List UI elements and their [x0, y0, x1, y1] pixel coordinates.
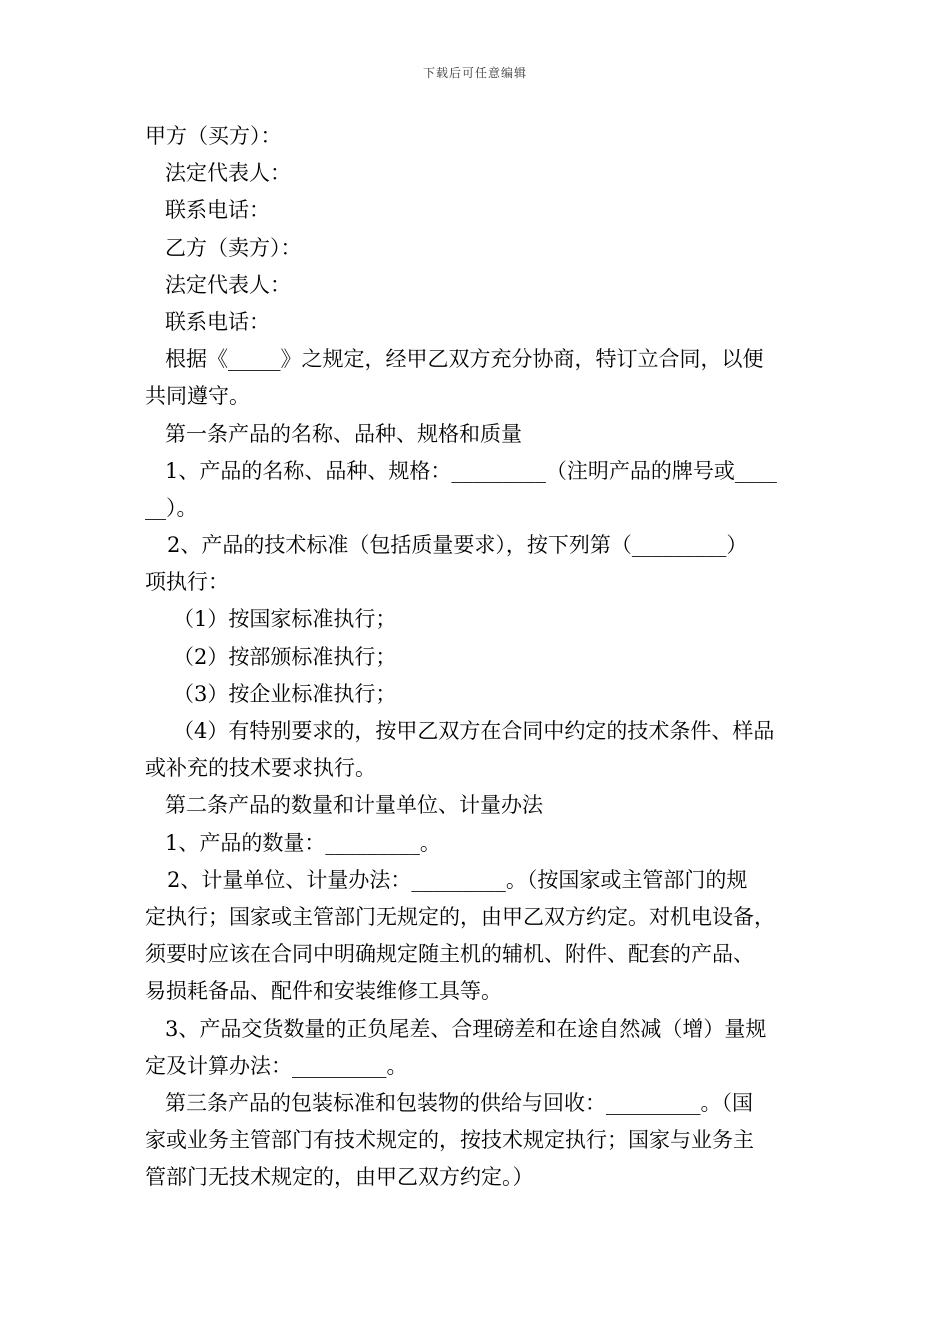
article-1-item-1-line-2: __）。	[145, 495, 198, 520]
article-1-item-2-line-1: 2、产品的技术标准（包括质量要求），按下列第（_________）	[167, 533, 748, 558]
article-1-heading: 第一条产品的名称、品种、规格和质量	[165, 421, 522, 446]
preamble-line-1: 根据《_____》之规定，经甲乙双方充分协商，特订立合同，以便	[165, 347, 764, 372]
standard-option-4-line-2: 或补充的技术要求执行。	[145, 756, 376, 781]
contract-body	[145, 118, 815, 1196]
standard-option-2: （2）按部颁标准执行；	[173, 644, 397, 669]
party-a-phone-line: 联系电话：	[165, 198, 270, 223]
party-b-phone-line: 联系电话：	[165, 309, 270, 334]
standard-option-4-line-1: （4）有特别要求的，按甲乙双方在合同中约定的技术条件、样品	[173, 719, 775, 743]
article-2-item-3-line-2: 定及计算办法：_________。	[145, 1053, 408, 1078]
article-3-line-2: 家或业务主管部门有技术规定的，按技术规定执行；国家与业务主	[145, 1128, 754, 1153]
article-3-line-3: 管部门无技术规定的，由甲乙双方约定。）	[145, 1165, 534, 1190]
article-3-line-1: 第三条产品的包装标准和包装物的供给与回收：_________。（国	[165, 1090, 753, 1115]
article-1-item-1-line-1: 1、产品的名称、品种、规格：_________（注明产品的牌号或____	[165, 458, 777, 483]
standard-option-1: （1）按国家标准执行；	[173, 607, 397, 632]
party-b-line: 乙方（卖方）：	[165, 235, 302, 260]
article-2-item-2-line-2: 定执行；国家或主管部门无规定的，由甲乙双方约定。对机电设备，	[145, 904, 775, 929]
standard-option-3: （3）按企业标准执行；	[173, 681, 397, 706]
party-a-line: 甲方（买方）：	[145, 124, 282, 148]
article-2-item-3-line-1: 3、产品交货数量的正负尾差、合理磅差和在途自然减（增）量规	[165, 1016, 767, 1041]
article-2-item-2-line-4: 易损耗备品、配件和安装维修工具等。	[145, 979, 502, 1004]
article-2-heading: 第二条产品的数量和计量单位、计量办法	[165, 793, 543, 818]
article-2-item-2-line-1: 2、计量单位、计量办法：_________。（按国家或主管部门的规	[167, 867, 748, 892]
article-2-item-1: 1、产品的数量：_________。	[165, 830, 441, 855]
party-b-representative-line: 法定代表人：	[165, 272, 291, 297]
preamble-line-2: 共同遵守。	[145, 384, 250, 409]
article-1-item-2-line-2: 项执行：	[145, 570, 229, 595]
party-a-representative-line: 法定代表人：	[165, 161, 291, 186]
article-2-item-2-line-3: 须要时应该在合同中明确规定随主机的辅机、附件、配套的产品、	[145, 942, 754, 967]
page-header: 下载后可任意编辑	[422, 66, 527, 80]
